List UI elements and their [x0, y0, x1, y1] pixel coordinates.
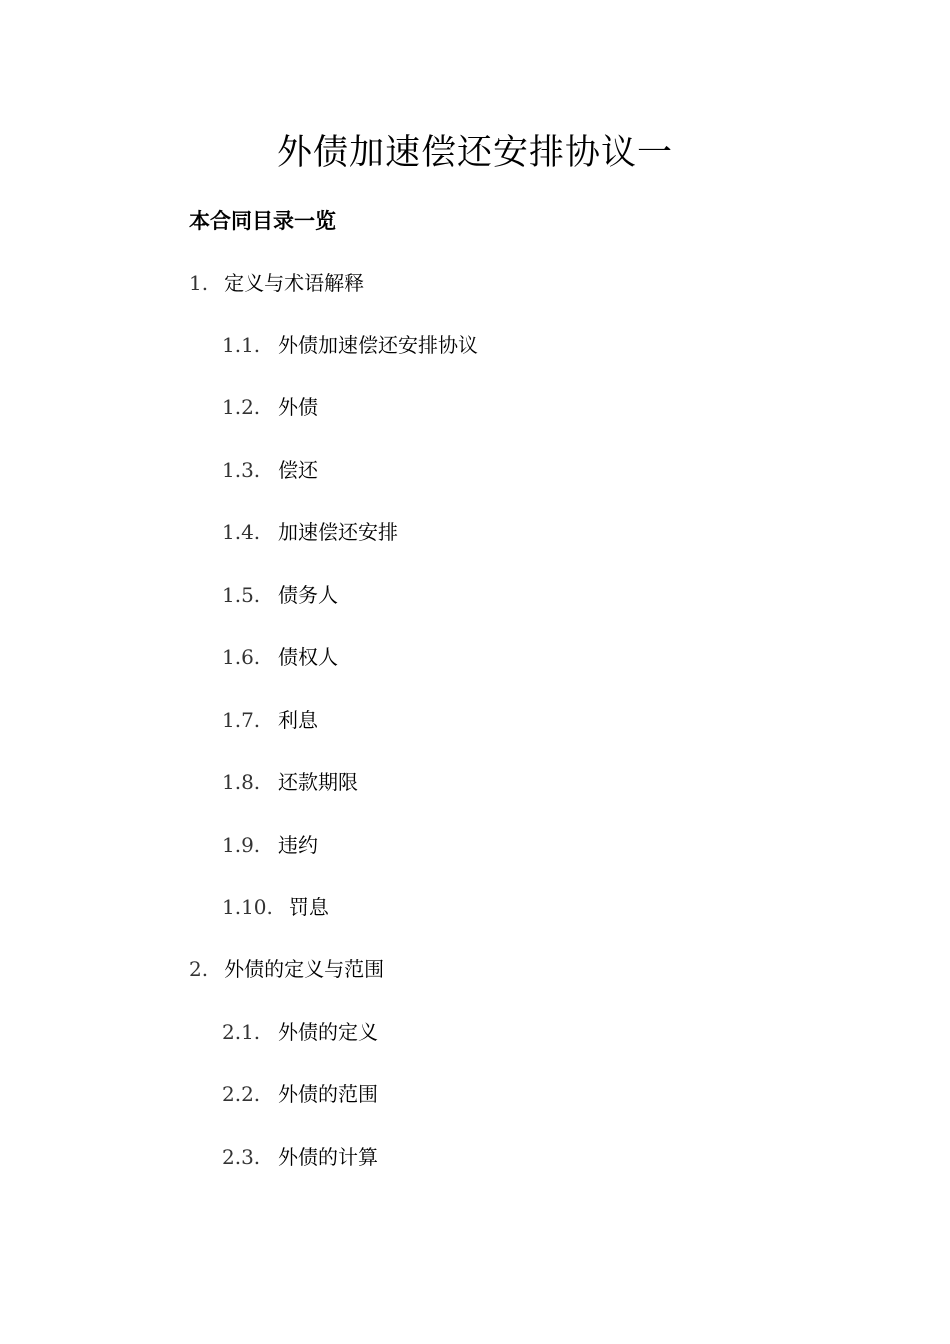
- toc-entry-1-6: [222, 642, 338, 672]
- toc-entry-text: 债务人: [278, 583, 338, 607]
- toc-entry-text: 外债加速偿还安排协议: [278, 333, 478, 357]
- toc-entry-number: 1.9.: [222, 833, 261, 857]
- toc-entry-text: 利息: [278, 708, 318, 732]
- toc-entry-1-7: [222, 705, 318, 735]
- toc-entry-2-1: [222, 1017, 378, 1047]
- toc-entry-number: 1.3.: [222, 458, 261, 482]
- toc-entry-text: 外债的范围: [278, 1082, 378, 1106]
- toc-entry-1-3: [222, 455, 318, 485]
- toc-entry-text: 外债: [278, 395, 318, 419]
- toc-entry-1-1: [222, 330, 478, 360]
- toc-entry-2: [189, 954, 384, 984]
- toc-entry-1-10: [222, 892, 329, 922]
- toc-heading: 本合同目录一览: [189, 209, 336, 233]
- toc-entry-1-8: [222, 767, 358, 797]
- toc-entry-text: 罚息: [288, 895, 329, 919]
- toc-entry-text: 外债的计算: [278, 1145, 378, 1169]
- toc-entry-number: 1.10.: [222, 895, 273, 919]
- toc-entry-1: [189, 268, 364, 298]
- toc-entry-number: 2.2.: [222, 1082, 261, 1106]
- toc-entry-2-3: [222, 1142, 378, 1172]
- toc-entry-number: 2.: [189, 957, 209, 981]
- toc-entry-number: 2.3.: [222, 1145, 261, 1169]
- toc-entry-number: 1.7.: [222, 708, 261, 732]
- document-title: 外债加速偿还安排协议一: [276, 133, 673, 173]
- toc-entry-1-9: [222, 830, 318, 860]
- toc-entry-number: 1.1.: [222, 333, 261, 357]
- toc-entry-number: 2.1.: [222, 1020, 261, 1044]
- toc-entry-text: 外债的定义: [278, 1020, 378, 1044]
- toc-entry-number: 1.4.: [222, 520, 261, 544]
- toc-entry-number: 1.2.: [222, 395, 261, 419]
- toc-entry-text: 偿还: [278, 458, 318, 482]
- toc-entry-text: 债权人: [278, 645, 338, 669]
- toc-entry-1-5: [222, 580, 338, 610]
- toc-entry-number: 1.: [189, 271, 209, 295]
- toc-entry-text: 定义与术语解释: [224, 271, 365, 295]
- toc-entry-1-2: [222, 392, 318, 422]
- toc-entry-text: 还款期限: [278, 770, 358, 794]
- toc-entry-number: 1.6.: [222, 645, 261, 669]
- toc-entry-text: 违约: [278, 833, 318, 857]
- toc-entry-text: 外债的定义与范围: [224, 957, 385, 981]
- toc-entry-text: 加速偿还安排: [278, 520, 398, 544]
- toc-entry-2-2: [222, 1079, 378, 1109]
- toc-entry-number: 1.5.: [222, 583, 261, 607]
- toc-entry-number: 1.8.: [222, 770, 261, 794]
- toc-entry-1-4: [222, 517, 398, 547]
